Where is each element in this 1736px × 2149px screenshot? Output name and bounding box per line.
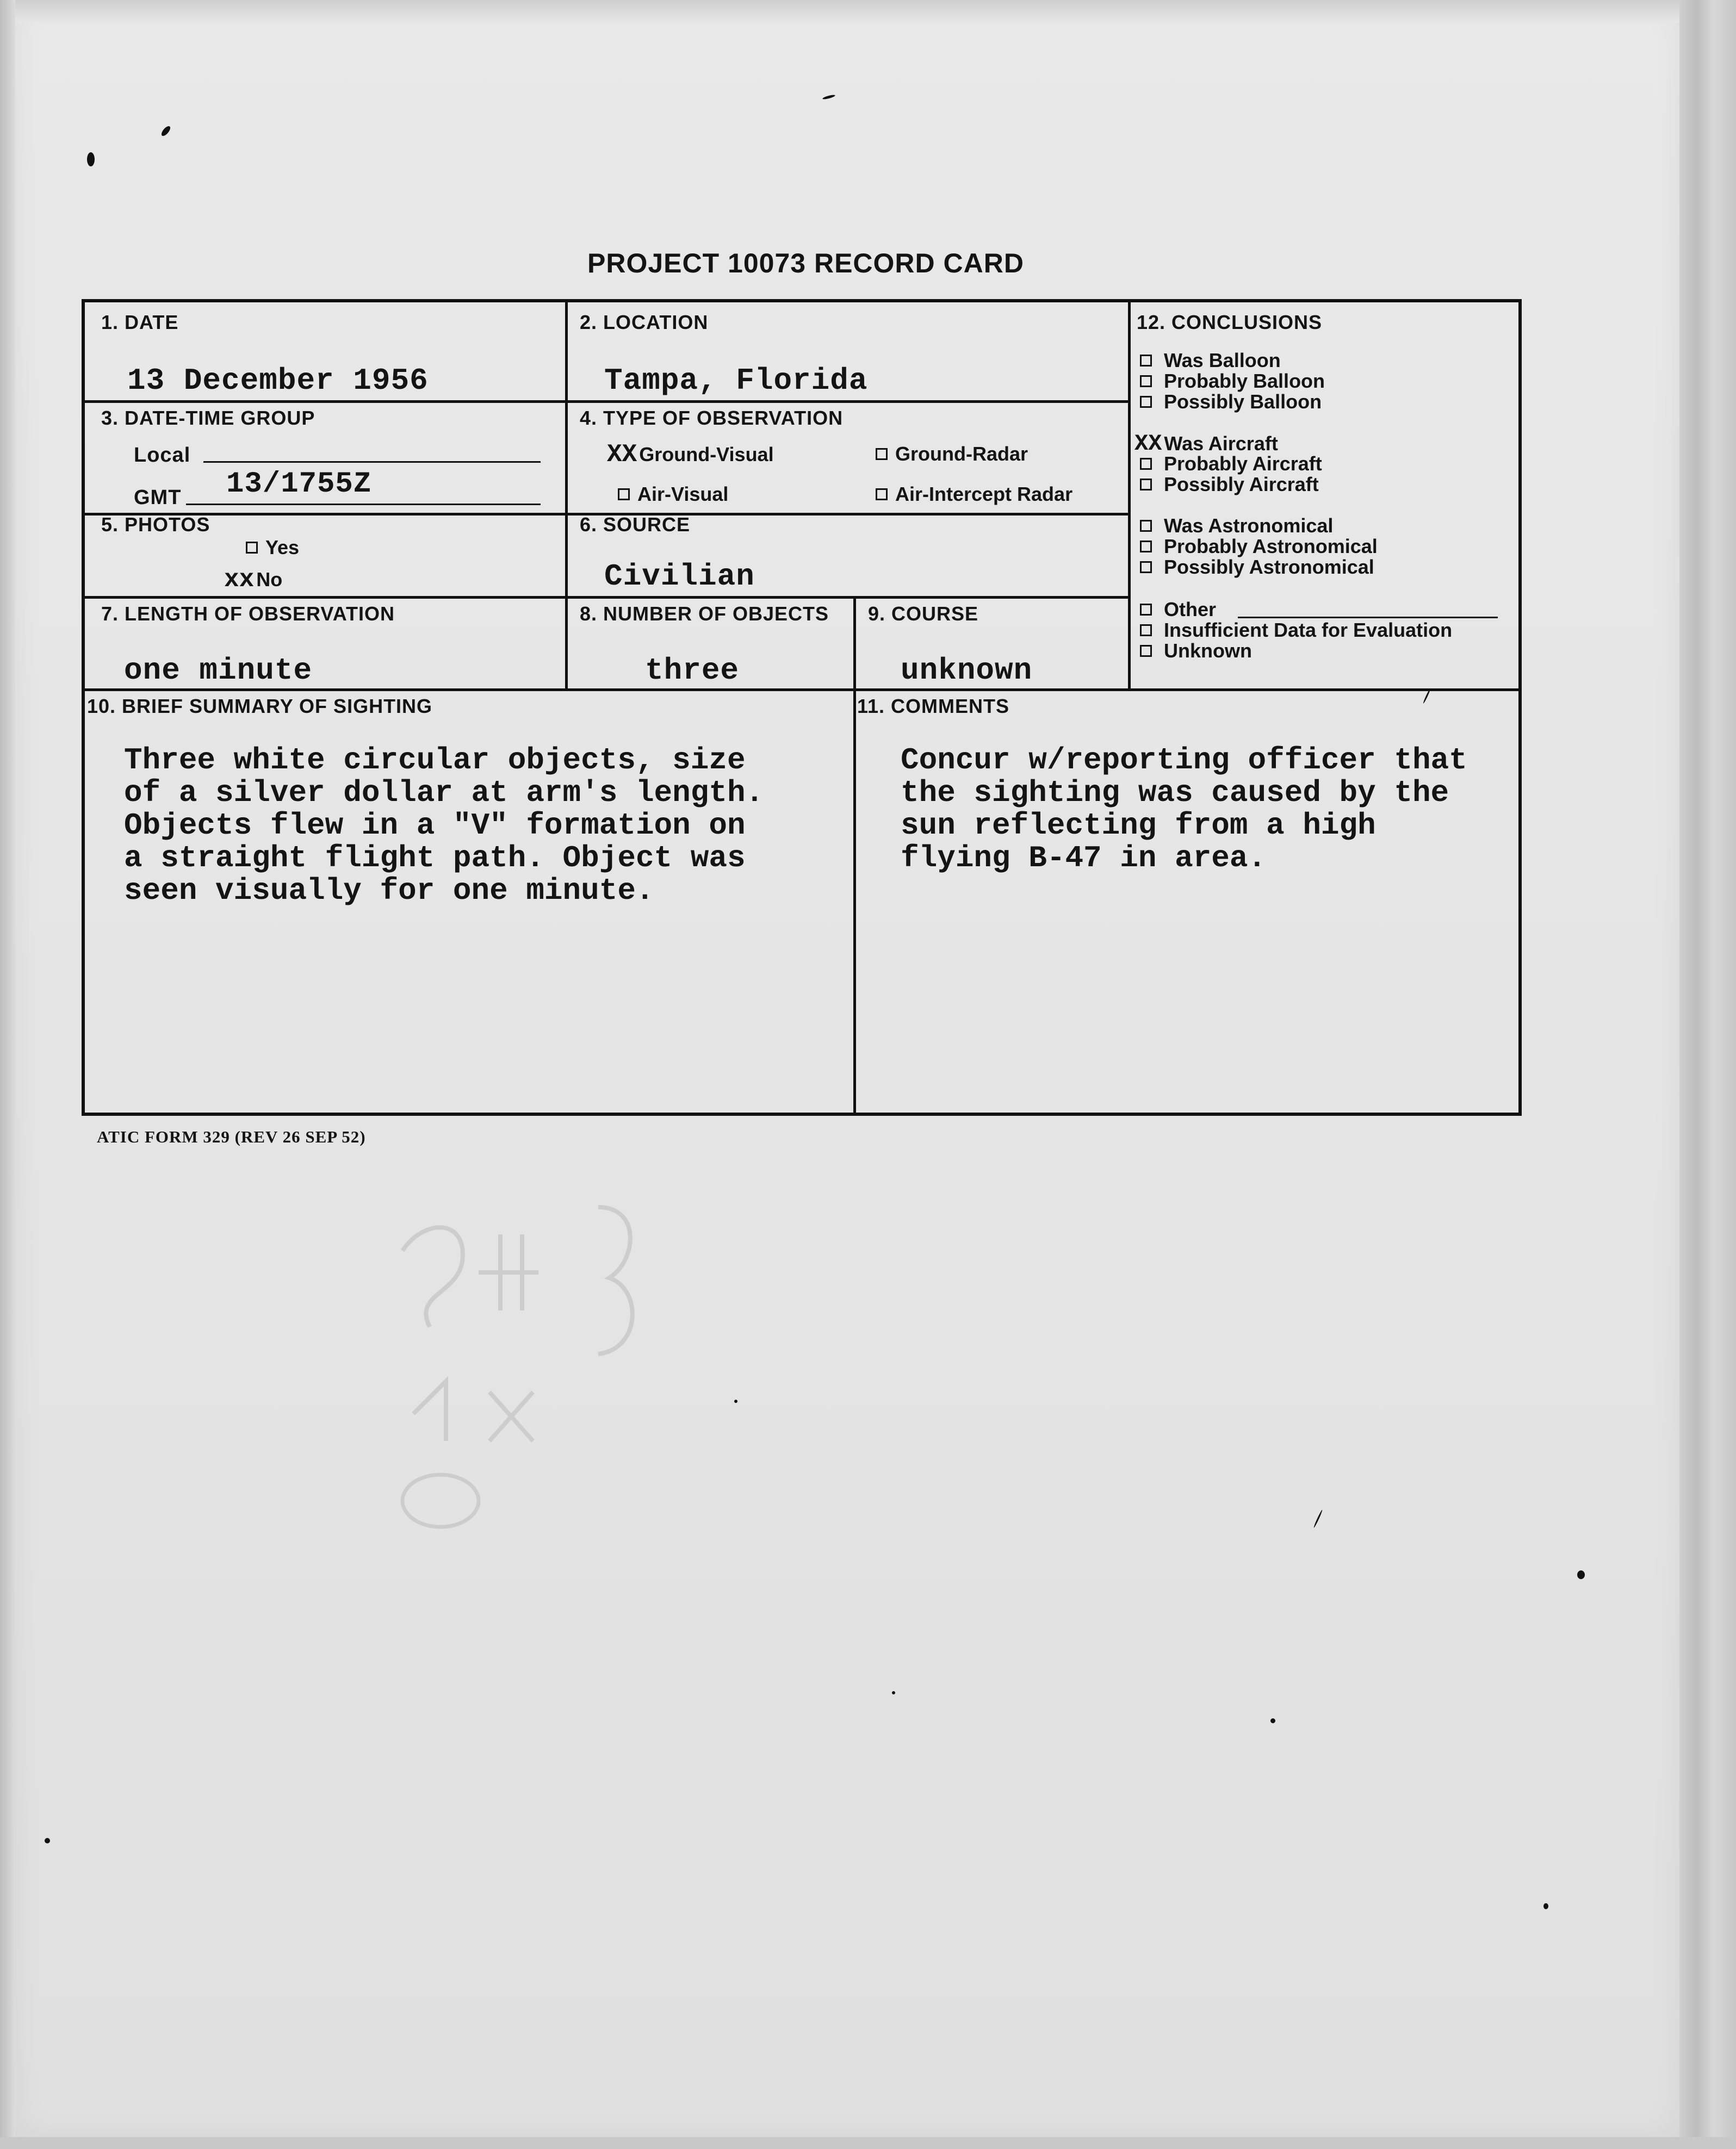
divider-row4: [85, 688, 1518, 691]
probably-astronomical-label: Probably Astronomical: [1164, 535, 1378, 557]
dtg-gmt-label: GMT: [134, 486, 182, 509]
photos-no-mark: xx: [224, 566, 255, 594]
source-value: Civilian: [604, 559, 755, 594]
probably-aircraft-label: Probably Aircraft: [1164, 452, 1322, 475]
length-value: one minute: [124, 653, 313, 688]
was-balloon-label: Was Balloon: [1164, 349, 1281, 371]
dtg-local-label: Local: [134, 444, 191, 467]
film-edge-bottom: [0, 2137, 1736, 2149]
comment-line: flying B-47 in area.: [901, 841, 1267, 875]
probably-balloon-checkbox: [1140, 375, 1152, 387]
conclusion-was-astronomical: [1140, 514, 1333, 537]
air-visual-checkbox: [618, 488, 630, 500]
film-edge-top: [15, 0, 1679, 23]
date-label: 1. DATE: [101, 311, 179, 333]
divider-row3: [85, 596, 1128, 599]
conclusion-other: [1140, 598, 1216, 621]
dtg-gmt-underline: [186, 504, 541, 505]
ground-visual-label: Ground-Visual: [639, 443, 774, 465]
ground-radar-label: Ground-Radar: [895, 443, 1028, 465]
air-intercept-radar-label: Air-Intercept Radar: [895, 483, 1073, 505]
conclusion-possibly-astronomical: [1140, 556, 1374, 579]
dust-speck: [1543, 1903, 1548, 1909]
record-card: [82, 299, 1522, 1116]
dust-speck: [1577, 1570, 1585, 1579]
location-label: 2. LOCATION: [580, 311, 709, 333]
obs-option-ground-radar: [876, 443, 1028, 465]
observation-type-label: 4. TYPE OF OBSERVATION: [580, 407, 844, 429]
card-title: PROJECT 10073 RECORD CARD: [587, 248, 1024, 278]
obs-option-air-intercept-radar: [876, 483, 1072, 506]
conclusion-possibly-balloon: [1140, 390, 1322, 413]
ground-radar-checkbox: [876, 448, 888, 460]
location-value: Tampa, Florida: [604, 363, 868, 398]
comments-label: 11. COMMENTS: [857, 695, 1010, 717]
possibly-aircraft-checkbox: [1140, 479, 1152, 490]
was-astronomical-label: Was Astronomical: [1164, 514, 1334, 537]
dust-speck: [734, 1400, 737, 1403]
was-aircraft-mark: XX: [1134, 431, 1162, 457]
possibly-balloon-checkbox: [1140, 396, 1152, 408]
dtg-local-underline: [203, 461, 541, 463]
other-checkbox: [1140, 604, 1152, 616]
obs-option-ground-visual: [607, 440, 774, 469]
possibly-astronomical-checkbox: [1140, 561, 1152, 573]
conclusion-possibly-aircraft: [1140, 473, 1319, 496]
dust-speck: [45, 1838, 50, 1843]
possibly-astronomical-label: Possibly Astronomical: [1164, 556, 1374, 578]
divider-col-conclusions: [1128, 302, 1131, 688]
summary-line: Three white circular objects, size: [124, 743, 746, 778]
number-of-objects-value: three: [645, 653, 740, 688]
summary-line: of a silver dollar at arm's length.: [124, 775, 764, 810]
photos-yes-checkbox: [246, 542, 258, 554]
conclusion-probably-astronomical: [1140, 535, 1378, 558]
summary-line: Objects flew in a "V" formation on: [124, 808, 746, 843]
dust-speck: [1270, 1718, 1275, 1723]
unknown-label: Unknown: [1164, 639, 1252, 662]
summary-line: a straight flight path. Object was: [124, 841, 746, 875]
conclusion-probably-balloon: [1140, 370, 1325, 393]
comment-line: sun reflecting from a high: [901, 808, 1376, 843]
conclusion-probably-aircraft: [1140, 452, 1322, 475]
conclusion-insufficient-data: [1140, 619, 1452, 642]
possibly-balloon-label: Possibly Balloon: [1164, 390, 1322, 413]
film-edge-left: [0, 0, 15, 2149]
length-label: 7. LENGTH OF OBSERVATION: [101, 603, 395, 625]
course-value: unknown: [901, 653, 1033, 688]
divider-row1: [85, 400, 1128, 403]
divider-col-comments: [853, 596, 856, 1113]
photos-yes-option: [246, 536, 299, 559]
conclusions-label: 12. CONCLUSIONS: [1137, 311, 1323, 333]
was-astronomical-checkbox: [1140, 520, 1152, 532]
dust-speck: [892, 1691, 895, 1694]
dtg-label: 3. DATE-TIME GROUP: [101, 407, 315, 429]
comment-line: the sighting was caused by the: [901, 775, 1449, 810]
photos-no-option: [224, 566, 282, 594]
conclusion-was-balloon: [1140, 349, 1281, 372]
was-balloon-checkbox: [1140, 355, 1152, 367]
unknown-checkbox: [1140, 645, 1152, 657]
obs-option-air-visual: [618, 483, 728, 506]
probably-astronomical-checkbox: [1140, 541, 1152, 552]
summary-text: [124, 744, 764, 907]
dtg-gmt-value: 13/1755Z: [226, 468, 372, 501]
summary-label: 10. BRIEF SUMMARY OF SIGHTING: [87, 695, 433, 717]
film-edge-right: [1679, 0, 1736, 2149]
date-value: 13 December 1956: [127, 363, 429, 398]
course-label: 9. COURSE: [868, 603, 979, 625]
photos-no-label: No: [256, 568, 283, 591]
probably-aircraft-checkbox: [1140, 458, 1152, 470]
other-label: Other: [1164, 598, 1217, 620]
possibly-aircraft-label: Possibly Aircraft: [1164, 473, 1319, 495]
form-number: ATIC FORM 329 (REV 26 SEP 52): [97, 1127, 366, 1146]
insufficient-data-label: Insufficient Data for Evaluation: [1164, 619, 1453, 641]
air-intercept-radar-checkbox: [876, 488, 888, 500]
probably-balloon-label: Probably Balloon: [1164, 370, 1325, 392]
number-of-objects-label: 8. NUMBER OF OBJECTS: [580, 603, 829, 625]
photos-yes-label: Yes: [265, 536, 300, 558]
dust-speck: [87, 152, 95, 166]
source-label: 6. SOURCE: [580, 513, 691, 536]
summary-line: seen visually for one minute.: [124, 873, 654, 908]
other-underline: [1238, 617, 1498, 618]
was-aircraft-label: Was Aircraft: [1164, 432, 1278, 455]
comment-line: Concur w/reporting officer that: [901, 743, 1467, 778]
ground-visual-mark: XX: [607, 440, 637, 469]
divider-col1: [565, 302, 568, 688]
insufficient-data-checkbox: [1140, 624, 1152, 636]
bleed-through-marks: [381, 1185, 761, 1539]
comments-text: [901, 744, 1467, 874]
photos-label: 5. PHOTOS: [101, 513, 210, 536]
air-visual-label: Air-Visual: [637, 483, 729, 505]
conclusion-unknown: [1140, 639, 1252, 662]
